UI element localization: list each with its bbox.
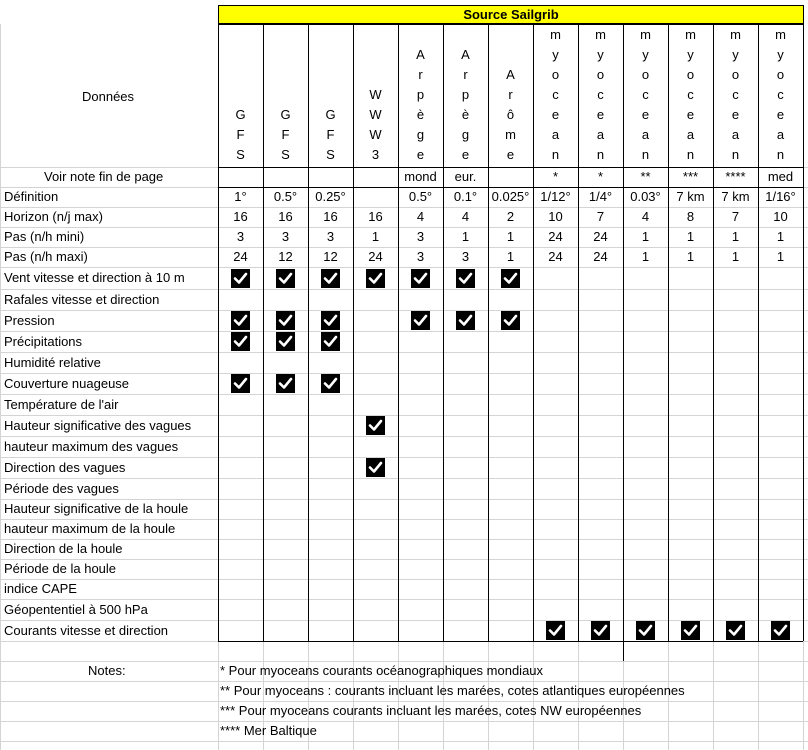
model-header-letter: e: [776, 107, 785, 122]
model-header-letter: A: [416, 47, 425, 62]
model-header-letter: m: [550, 27, 561, 42]
model-header[interactable]: [308, 105, 353, 165]
model-header-letter: y: [777, 47, 784, 62]
gridline: [0, 741, 808, 742]
check-icon[interactable]: [321, 269, 340, 288]
model-header-letter: o: [596, 67, 605, 82]
model-header-letter: G: [325, 107, 336, 122]
check-icon[interactable]: [456, 311, 475, 330]
info-cell[interactable]: 0.03°: [630, 189, 661, 204]
data-row-label[interactable]: Géopententiel à 500 hPa: [4, 601, 148, 617]
model-header-letter: e: [461, 147, 470, 162]
model-header-letter: S: [236, 147, 245, 162]
info-cell[interactable]: 3: [326, 229, 335, 244]
model-header-letter: ô: [506, 107, 515, 122]
info-cell[interactable]: med: [767, 169, 794, 184]
border: [803, 24, 804, 641]
source-banner[interactable]: Source Sailgrib: [218, 5, 804, 24]
model-header[interactable]: [353, 85, 398, 165]
model-header-letter: e: [596, 107, 605, 122]
info-cell[interactable]: 12: [323, 249, 338, 264]
model-header-letter: y: [642, 47, 649, 62]
data-row-label[interactable]: Direction de la houle: [4, 541, 123, 556]
data-row-label[interactable]: Température de l'air: [4, 396, 119, 412]
info-cell[interactable]: 7: [731, 209, 740, 224]
model-header[interactable]: [443, 45, 488, 165]
model-header-letter: F: [326, 127, 335, 142]
gridline: [0, 24, 1, 750]
check-icon[interactable]: [276, 311, 295, 330]
check-icon[interactable]: [501, 311, 520, 330]
model-header-letter: o: [551, 67, 560, 82]
model-header-letter: a: [776, 127, 785, 142]
gridline: [0, 478, 808, 479]
info-cell[interactable]: 0.5°: [273, 189, 298, 204]
data-row-label[interactable]: Humidité relative: [4, 354, 101, 370]
check-icon[interactable]: [231, 332, 250, 351]
model-header-letter: m: [685, 27, 696, 42]
model-header[interactable]: [578, 25, 623, 165]
data-row-label[interactable]: Vent vitesse et direction à 10 m: [4, 270, 185, 285]
info-cell[interactable]: 1: [731, 249, 740, 264]
model-header[interactable]: [668, 25, 713, 165]
info-cell[interactable]: 1: [731, 229, 740, 244]
data-row-label[interactable]: Courants vitesse et direction: [4, 622, 169, 638]
info-cell[interactable]: 16: [233, 209, 248, 224]
model-header-letter: e: [686, 107, 695, 122]
info-cell[interactable]: 1: [686, 249, 695, 264]
model-header-letter: e: [731, 107, 740, 122]
model-header-letter: n: [641, 147, 650, 162]
model-header[interactable]: [623, 25, 668, 165]
info-cell[interactable]: 3: [461, 249, 470, 264]
model-header[interactable]: [398, 45, 443, 165]
check-icon[interactable]: [276, 332, 295, 351]
model-header-letter: o: [686, 67, 695, 82]
info-cell[interactable]: *: [597, 169, 604, 184]
info-cell[interactable]: 24: [233, 249, 248, 264]
model-header-letter: o: [731, 67, 740, 82]
model-header-letter: p: [461, 87, 470, 102]
model-header-letter: r: [508, 87, 513, 102]
info-cell[interactable]: 10: [773, 209, 788, 224]
model-header-letter: è: [416, 107, 425, 122]
data-row-label[interactable]: Précipitations: [4, 333, 83, 349]
model-header-letter: W: [369, 127, 382, 142]
data-row-label[interactable]: Hauteur significative des vagues: [4, 417, 192, 433]
check-icon[interactable]: [456, 269, 475, 288]
check-icon[interactable]: [501, 269, 520, 288]
info-cell[interactable]: 3: [281, 229, 290, 244]
gridline: [0, 559, 808, 560]
model-header-letter: a: [686, 127, 695, 142]
info-cell[interactable]: 0.025°: [491, 189, 530, 204]
check-icon[interactable]: [276, 374, 295, 393]
data-row-label[interactable]: Direction des vagues: [4, 459, 126, 475]
model-header-letter: m: [730, 27, 741, 42]
info-cell[interactable]: 7 km: [721, 189, 750, 204]
note-item[interactable]: *** Pour myoceans courants incluant les marées, cotes NW européennes: [220, 703, 642, 718]
model-header-letter: m: [775, 27, 786, 42]
info-cell[interactable]: **: [640, 169, 651, 184]
model-header-letter: è: [461, 107, 470, 122]
check-icon[interactable]: [276, 269, 295, 288]
model-header-letter: n: [776, 147, 785, 162]
info-cell[interactable]: [308, 167, 353, 187]
check-icon[interactable]: [321, 332, 340, 351]
gridline: [0, 394, 808, 395]
data-row-label[interactable]: Couverture nuageuse: [4, 375, 130, 391]
info-cell[interactable]: [218, 167, 263, 187]
model-header[interactable]: [758, 25, 803, 165]
data-row-label[interactable]: Période des vagues: [4, 480, 119, 496]
model-header-letter: c: [777, 87, 784, 102]
model-header-letter: p: [416, 87, 425, 102]
model-header-letter: W: [369, 107, 382, 122]
model-header[interactable]: [218, 105, 263, 165]
model-header-letter: c: [642, 87, 649, 102]
model-header-letter: 3: [371, 147, 380, 162]
info-cell[interactable]: 1: [776, 229, 785, 244]
model-header[interactable]: [263, 105, 308, 165]
model-header-letter: y: [687, 47, 694, 62]
model-header-letter: e: [416, 147, 425, 162]
model-header-letter: c: [687, 87, 694, 102]
data-row-label[interactable]: indice CAPE: [4, 581, 77, 596]
gridline: [0, 310, 808, 311]
info-cell[interactable]: 24: [593, 249, 608, 264]
info-cell[interactable]: [488, 167, 533, 187]
model-header-letter: F: [236, 127, 245, 142]
info-cell[interactable]: ***: [682, 169, 699, 184]
data-row-label[interactable]: Période de la houle: [4, 561, 117, 576]
info-cell[interactable]: 1°: [234, 189, 247, 204]
note-item[interactable]: **** Mer Baltique: [220, 723, 317, 738]
data-row-label[interactable]: Pression: [4, 312, 55, 328]
model-header[interactable]: [488, 65, 533, 165]
info-cell[interactable]: 1: [641, 229, 650, 244]
info-cell[interactable]: 3: [416, 249, 425, 264]
model-header-letter: y: [597, 47, 604, 62]
info-cell[interactable]: [353, 167, 398, 187]
model-header-letter: o: [776, 67, 785, 82]
info-cell[interactable]: 16: [278, 209, 293, 224]
model-header-letter: n: [731, 147, 740, 162]
info-cell[interactable]: 1/12°: [540, 189, 571, 204]
info-cell[interactable]: 12: [278, 249, 293, 264]
border: [218, 641, 803, 642]
info-cell[interactable]: mond: [404, 169, 437, 184]
model-header-letter: n: [551, 147, 560, 162]
note-item[interactable]: * Pour myoceans courants océanographiques mondiaux: [220, 663, 544, 678]
check-icon[interactable]: [366, 458, 385, 477]
info-cell[interactable]: 1: [371, 229, 380, 244]
data-row-label[interactable]: hauteur maximum des vagues: [4, 438, 179, 454]
model-header-letter: m: [505, 127, 516, 142]
info-cell[interactable]: 3: [416, 229, 425, 244]
check-icon[interactable]: [681, 621, 700, 640]
info-cell[interactable]: [353, 187, 398, 207]
model-header-letter: c: [732, 87, 739, 102]
info-cell[interactable]: 10: [548, 209, 563, 224]
gridline: [0, 721, 808, 722]
model-header-letter: m: [595, 27, 606, 42]
check-icon[interactable]: [546, 621, 565, 640]
model-header-letter: G: [280, 107, 291, 122]
data-row-label[interactable]: hauteur maximum de la houle: [4, 521, 176, 536]
model-header-letter: W: [369, 87, 382, 102]
model-header-letter: a: [641, 127, 650, 142]
model-header-letter: e: [506, 147, 515, 162]
model-header-letter: n: [596, 147, 605, 162]
info-cell[interactable]: 1: [506, 229, 515, 244]
check-icon[interactable]: [366, 269, 385, 288]
model-header-letter: y: [732, 47, 739, 62]
info-cell[interactable]: 24: [548, 249, 563, 264]
info-cell[interactable]: 4: [641, 209, 650, 224]
model-header[interactable]: [533, 25, 578, 165]
info-cell[interactable]: 1: [641, 249, 650, 264]
info-row-label[interactable]: Définition: [4, 189, 59, 204]
info-cell[interactable]: 3: [236, 229, 245, 244]
info-cell[interactable]: 1/4°: [588, 189, 613, 204]
data-row-label[interactable]: Rafales vitesse et direction: [4, 291, 160, 307]
info-cell[interactable]: *: [552, 169, 559, 184]
model-header-letter: g: [416, 127, 425, 142]
info-cell[interactable]: ****: [725, 169, 746, 184]
check-icon[interactable]: [231, 311, 250, 330]
border: [623, 641, 624, 661]
check-icon[interactable]: [231, 269, 250, 288]
model-header-letter: c: [552, 87, 559, 102]
info-cell[interactable]: 1: [506, 249, 515, 264]
info-cell[interactable]: 24: [593, 229, 608, 244]
info-cell[interactable]: 2: [506, 209, 515, 224]
check-icon[interactable]: [321, 311, 340, 330]
info-cell[interactable]: 4: [416, 209, 425, 224]
info-cell[interactable]: eur.: [454, 169, 477, 184]
info-cell[interactable]: 16: [368, 209, 383, 224]
model-header-letter: a: [551, 127, 560, 142]
model-header-letter: y: [552, 47, 559, 62]
model-header-letter: A: [461, 47, 470, 62]
info-row-label[interactable]: Voir note fin de page: [44, 169, 164, 184]
donnees-header[interactable]: Données: [82, 89, 135, 104]
info-cell[interactable]: 24: [368, 249, 383, 264]
info-cell[interactable]: 0.1°: [453, 189, 478, 204]
info-cell[interactable]: 1: [686, 229, 695, 244]
check-icon[interactable]: [411, 311, 430, 330]
note-item[interactable]: ** Pour myoceans : courants incluant les marées, cotes atlantiques européennes: [220, 683, 685, 698]
gridline: [0, 579, 808, 580]
model-header-letter: a: [731, 127, 740, 142]
model-header-letter: S: [326, 147, 335, 162]
model-header-letter: m: [640, 27, 651, 42]
info-cell[interactable]: 0.5°: [408, 189, 433, 204]
check-icon[interactable]: [321, 374, 340, 393]
model-header-letter: r: [463, 67, 468, 82]
info-row-label[interactable]: Horizon (n/j max): [4, 209, 103, 224]
info-cell[interactable]: [263, 167, 308, 187]
info-cell[interactable]: 0.25°: [315, 189, 346, 204]
info-cell[interactable]: 16: [323, 209, 338, 224]
model-header-letter: e: [641, 107, 650, 122]
model-header-letter: A: [506, 67, 515, 82]
info-cell[interactable]: 4: [461, 209, 470, 224]
model-header-letter: n: [686, 147, 695, 162]
data-row-label[interactable]: Hauteur significative de la houle: [4, 501, 189, 516]
info-cell[interactable]: 1: [776, 249, 785, 264]
info-cell[interactable]: 7: [596, 209, 605, 224]
model-header-letter: e: [551, 107, 560, 122]
gridline: [0, 352, 808, 353]
model-header-letter: F: [281, 127, 290, 142]
model-header[interactable]: [713, 25, 758, 165]
info-row-label[interactable]: Pas (n/h mini): [4, 229, 85, 244]
notes-label[interactable]: Notes:: [88, 663, 126, 678]
info-cell[interactable]: 8: [686, 209, 695, 224]
info-cell[interactable]: 24: [548, 229, 563, 244]
info-row-label[interactable]: Pas (n/h maxi): [4, 249, 88, 264]
model-header-letter: g: [461, 127, 470, 142]
check-icon[interactable]: [726, 621, 745, 640]
model-header-letter: o: [641, 67, 650, 82]
model-header-letter: G: [235, 107, 246, 122]
check-icon[interactable]: [231, 374, 250, 393]
model-header-letter: r: [418, 67, 423, 82]
check-icon[interactable]: [366, 416, 385, 435]
check-icon[interactable]: [636, 621, 655, 640]
model-header-letter: c: [597, 87, 604, 102]
model-header-letter: S: [281, 147, 290, 162]
info-cell[interactable]: 1: [461, 229, 470, 244]
model-header-letter: a: [596, 127, 605, 142]
info-cell[interactable]: 1/16°: [765, 189, 796, 204]
gridline: [0, 331, 808, 332]
check-icon[interactable]: [771, 621, 790, 640]
check-icon[interactable]: [591, 621, 610, 640]
check-icon[interactable]: [411, 269, 430, 288]
info-cell[interactable]: 7 km: [676, 189, 705, 204]
